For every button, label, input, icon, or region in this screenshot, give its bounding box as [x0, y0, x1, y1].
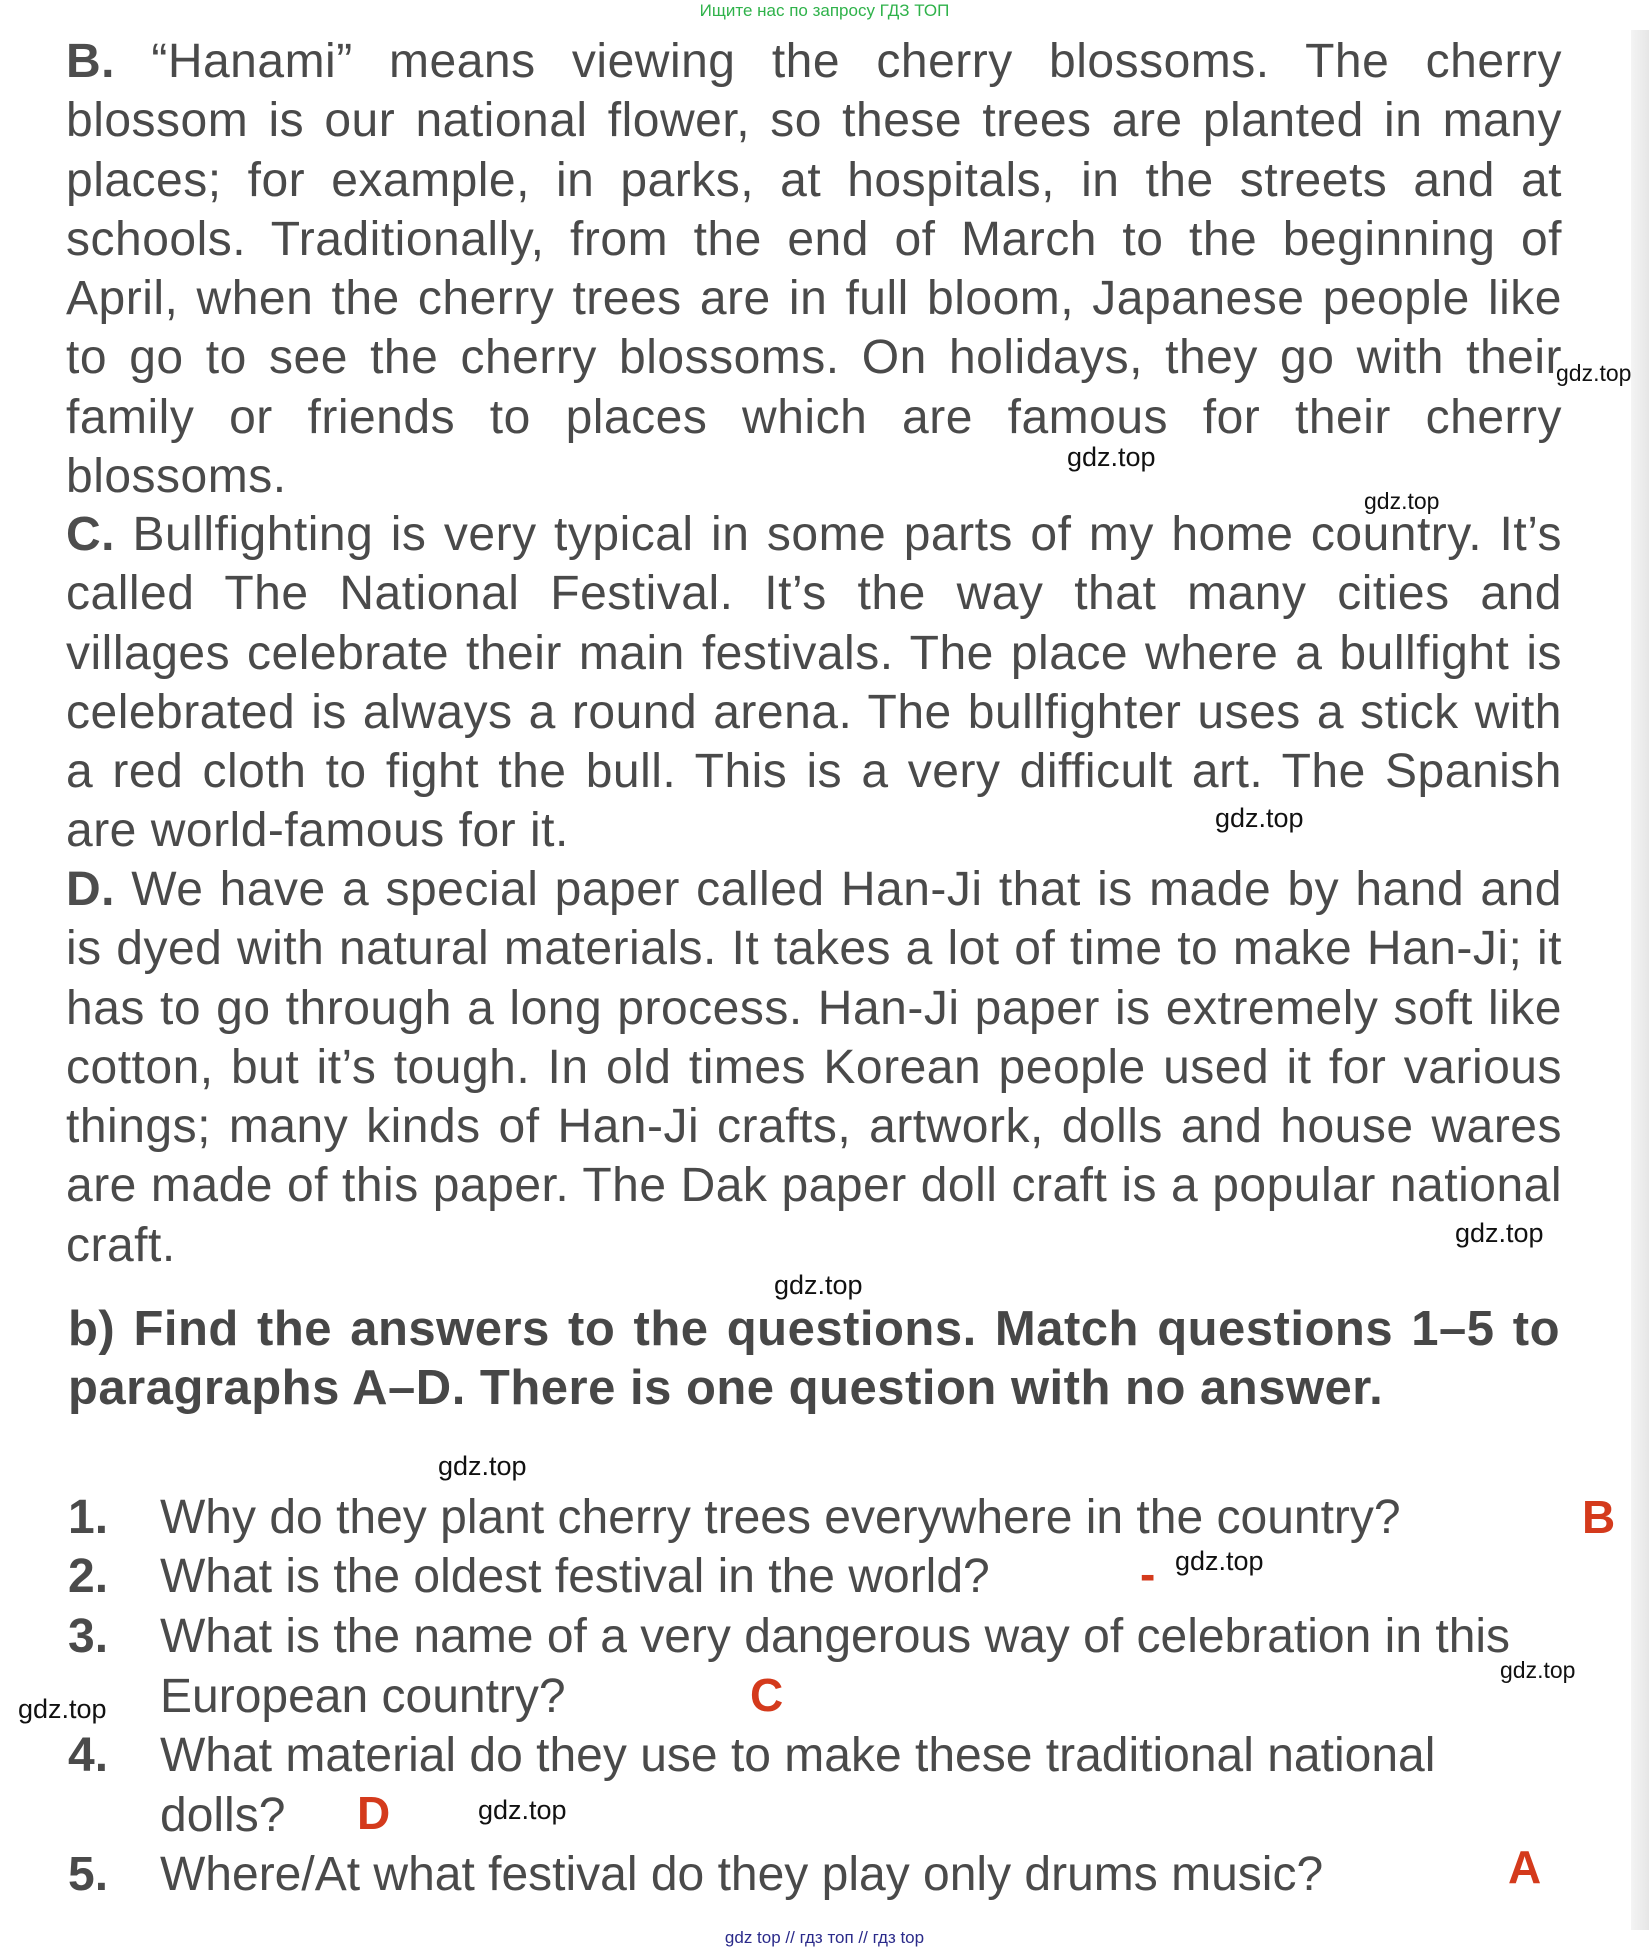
question-number: 3.: [68, 1610, 109, 1663]
watermark: gdz.top: [1175, 1546, 1264, 1576]
paragraph-c: [66, 505, 1562, 861]
question-number: 4.: [68, 1729, 109, 1782]
answer-1: B: [1582, 1491, 1616, 1543]
answer-3: C: [750, 1669, 784, 1721]
question-text: What is the name of a very dangerous way of celebration in this European country?: [160, 1610, 1511, 1723]
page-edge-shadow: [1631, 30, 1649, 1930]
question-text: What is the oldest festival in the world?: [160, 1550, 990, 1603]
watermark: gdz.top: [478, 1795, 567, 1825]
paragraph-d: [66, 860, 1562, 1275]
question-number: 1.: [68, 1491, 109, 1544]
watermark: gdz.top: [1067, 442, 1156, 472]
watermark: gdz.top: [1500, 1657, 1576, 1683]
watermark: gdz.top: [1215, 803, 1304, 833]
question-text: What material do they use to make these traditional national dolls?: [160, 1729, 1436, 1842]
question-number: 5.: [68, 1848, 109, 1901]
watermark: gdz.top: [18, 1694, 107, 1724]
answer-4: D: [357, 1787, 391, 1839]
paragraph-text: Bullfighting is very typical in some parts of my home country. It’s called The National Festival. It’s the way that many cities and villages celebrate their main festivals. The place where a bullfight is celebrated is always a round arena. The bullfighter uses a stick with a red cloth to fight the bull. This is a very difficult art. The Spanish are world-famous for it.: [66, 508, 1562, 858]
watermark: gdz.top: [1455, 1218, 1544, 1248]
watermark: gdz.top: [438, 1451, 527, 1481]
paragraph-letter: D.: [66, 863, 115, 916]
paragraph-b: [66, 32, 1562, 506]
answer-5: A: [1508, 1841, 1542, 1893]
paragraph-text: “Hanami” means viewing the cherry blossoms. The cherry blossom is our national flower, so these trees are planted in many places; for example, in parks, at hospitals, in the streets and at schools. Traditionally, from the end of March to the beginning of April, when the cherry trees are in full bloom, Japanese people like to go to see the cherry blossoms. On holidays, they go with their family or friends to places which are famous for their cherry blossoms.: [66, 35, 1562, 504]
task-heading: b) Find the answers to the questions. Match questions 1–5 to paragraphs A–D. There is one question with no answer.: [68, 1302, 1560, 1415]
paragraph-letter: B.: [66, 35, 115, 88]
question-text: Why do they plant cherry trees everywhere in the country?: [160, 1491, 1401, 1544]
header-banner: Ищите нас по запросу ГДЗ ТОП: [699, 1, 950, 20]
watermark: gdz.top: [1364, 488, 1440, 514]
answer-2: -: [1140, 1548, 1156, 1600]
footer-credits: gdz top // гдз топ // гдз top: [724, 1928, 925, 1947]
question-number: 2.: [68, 1550, 109, 1603]
paragraph-text: We have a special paper called Han-Ji that is made by hand and is dyed with natural materials. It takes a lot of time to make Han-Ji; it has to go through a long process. Han-Ji paper is extremely soft like cotton, but it’s tough. In old times Korean people used it for various things; many kinds of Han-Ji crafts, artwork, dolls and house wares are made of this paper. The Dak paper doll craft is a popular national craft.: [66, 863, 1562, 1272]
watermark: gdz.top: [774, 1270, 863, 1300]
paragraph-letter: C.: [66, 508, 115, 561]
watermark: gdz.top: [1556, 360, 1632, 386]
question-text: Where/At what festival do they play only drums music?: [160, 1848, 1324, 1901]
